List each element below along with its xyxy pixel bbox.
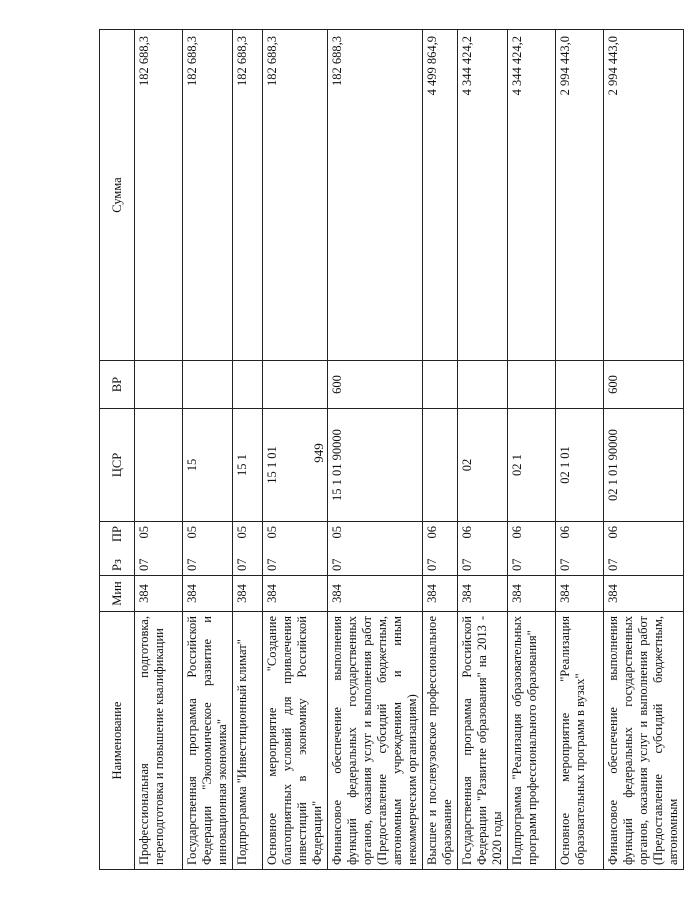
row-rz-pr <box>556 522 604 576</box>
row-sum: 182 688,3 <box>183 30 233 361</box>
row-rz: 07 <box>558 558 572 571</box>
row-rz-pr <box>508 522 556 576</box>
row-pr: 05 <box>235 526 249 539</box>
row-name: Основное мероприятие "Реализация образовательных программ в вузах" <box>556 612 604 870</box>
row-csr <box>135 409 183 522</box>
row-sum: 182 688,3 <box>263 30 328 361</box>
row-min: 384 <box>233 576 263 612</box>
page-number: 949 <box>311 443 326 463</box>
table-row <box>423 30 458 870</box>
row-min: 384 <box>328 576 423 612</box>
row-csr: 15 1 01 90000 <box>328 409 423 522</box>
header-vr: ВР <box>100 361 135 409</box>
row-name: Высшее и послевузовское профессиональное образование <box>423 612 458 870</box>
row-csr <box>423 409 458 522</box>
header-rz-pr <box>100 522 135 576</box>
row-pr: 06 <box>558 526 572 539</box>
row-name: Основное мероприятие "Создание благоприятных условий для привлечения инвестиций в экономику Российской Федерации" <box>263 612 328 870</box>
row-pr: 05 <box>137 526 151 539</box>
row-rz-pr <box>458 522 508 576</box>
row-sum: 4 344 424,2 <box>508 30 556 361</box>
row-vr <box>458 361 508 409</box>
row-name: Подпрограмма "Реализация образовательных программ профессионального образования" <box>508 612 556 870</box>
row-sum: 182 688,3 <box>135 30 183 361</box>
row-rz-pr <box>328 522 423 576</box>
table-row <box>263 30 328 870</box>
row-csr: 15 <box>183 409 233 522</box>
row-vr: 600 <box>604 361 684 409</box>
row-name: Профессиональная подготовка, переподготовка и повышение квалификации <box>135 612 183 870</box>
row-sum: 182 688,3 <box>328 30 423 361</box>
table-row <box>328 30 423 870</box>
row-pr: 06 <box>606 526 620 539</box>
row-rz: 07 <box>510 558 524 571</box>
table-row <box>556 30 604 870</box>
header-pr: ПР <box>109 526 124 542</box>
row-sum: 4 499 864,9 <box>423 30 458 361</box>
row-min: 384 <box>508 576 556 612</box>
header-sum: Сумма <box>100 30 135 361</box>
row-csr: 02 1 <box>508 409 556 522</box>
row-name: Финансовое обеспечение выполнения функций федеральных государственных органов, оказания услуг и выполнения работ (Предоставление субсидий бюджетным, автономным учреждениям и иным некоммерческим организациям) <box>328 612 423 870</box>
row-sum: 2 994 443,0 <box>556 30 604 361</box>
row-rz: 07 <box>460 558 474 571</box>
table-header-row <box>100 30 135 870</box>
row-sum: 182 688,3 <box>233 30 263 361</box>
row-sum: 4 344 424,2 <box>458 30 508 361</box>
row-pr: 05 <box>185 526 199 539</box>
row-rz-pr <box>135 522 183 576</box>
row-sum: 2 994 443,0 <box>604 30 684 361</box>
row-name: Государственная программа Российской Федерации "Экономическое развитие и инновационная экономика" <box>183 612 233 870</box>
row-min: 384 <box>604 576 684 612</box>
row-min: 384 <box>458 576 508 612</box>
row-vr: 600 <box>328 361 423 409</box>
header-min: Мин <box>100 576 135 612</box>
row-vr <box>508 361 556 409</box>
table-row <box>508 30 556 870</box>
row-vr <box>556 361 604 409</box>
row-vr <box>135 361 183 409</box>
row-rz-pr <box>423 522 458 576</box>
row-pr: 06 <box>425 526 439 539</box>
row-pr: 06 <box>460 526 474 539</box>
row-rz: 07 <box>235 558 249 571</box>
row-name: Финансовое обеспечение выполнения функций федеральных государственных органов, оказания услуг и выполнения работ (Предоставление субсидий бюджетным, автономным <box>604 612 684 870</box>
budget-table <box>99 29 684 870</box>
row-min: 384 <box>183 576 233 612</box>
row-vr <box>233 361 263 409</box>
budget-table-wrapper <box>99 30 680 870</box>
row-csr: 02 <box>458 409 508 522</box>
row-rz: 07 <box>425 558 439 571</box>
table-row <box>183 30 233 870</box>
row-min: 384 <box>556 576 604 612</box>
row-pr: 05 <box>265 526 279 539</box>
row-rz-pr <box>183 522 233 576</box>
row-rz-pr <box>604 522 684 576</box>
row-rz: 07 <box>265 558 279 571</box>
header-csr: ЦСР <box>100 409 135 522</box>
table-row <box>233 30 263 870</box>
row-rz: 07 <box>185 558 199 571</box>
row-vr <box>183 361 233 409</box>
table-row <box>604 30 684 870</box>
row-vr <box>263 361 328 409</box>
row-csr: 02 1 01 <box>556 409 604 522</box>
table-row <box>458 30 508 870</box>
row-csr: 15 1 01 <box>263 409 328 522</box>
row-vr <box>423 361 458 409</box>
row-rz-pr <box>263 522 328 576</box>
row-csr: 02 1 01 90000 <box>604 409 684 522</box>
row-pr: 05 <box>330 526 344 539</box>
row-rz: 07 <box>330 558 344 571</box>
header-rz: Рз <box>109 559 124 571</box>
row-min: 384 <box>135 576 183 612</box>
header-name: Наименование <box>100 612 135 870</box>
row-csr: 15 1 <box>233 409 263 522</box>
row-pr: 06 <box>510 526 524 539</box>
row-rz: 07 <box>137 558 151 571</box>
row-min: 384 <box>423 576 458 612</box>
row-rz: 07 <box>606 558 620 571</box>
row-name: Подпрограмма "Инвестиционный климат" <box>233 612 263 870</box>
row-min: 384 <box>263 576 328 612</box>
table-row <box>135 30 183 870</box>
row-name: Государственная программа Российской Федерации "Развитие образования" на 2013 - 2020 годы <box>458 612 508 870</box>
row-rz-pr <box>233 522 263 576</box>
